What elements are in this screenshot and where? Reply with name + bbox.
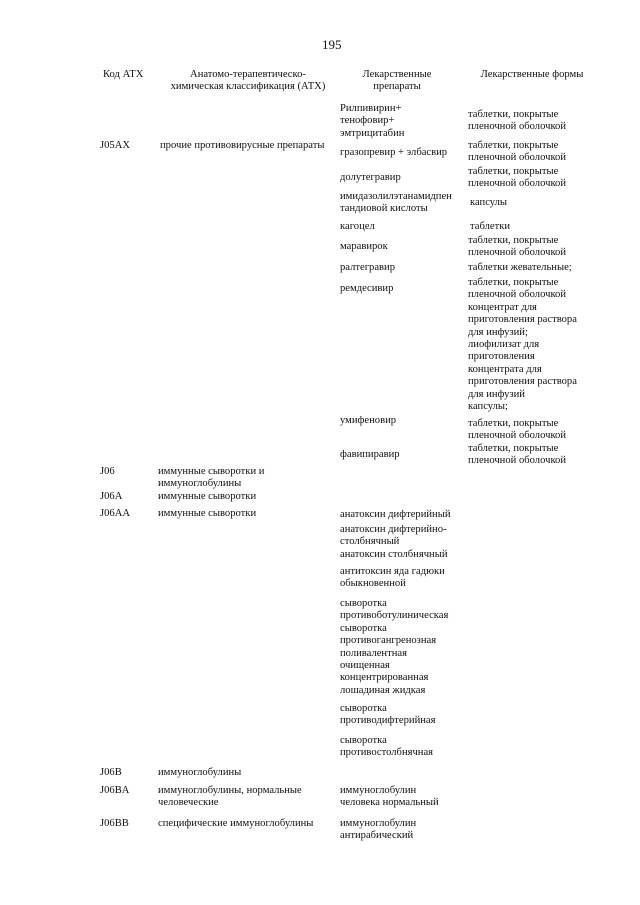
header-drugs: Лекарственные препараты xyxy=(362,69,432,93)
atc-classification: прочие противовирусные препараты xyxy=(160,140,325,151)
drug-name: кагоцел xyxy=(340,221,375,232)
atc-code: J06BB xyxy=(100,818,129,829)
dosage-form: таблетки жевательные; xyxy=(468,262,572,273)
drug-name: иммуноглобулин человека нормальный xyxy=(340,785,439,809)
dosage-form: таблетки, покрытые пленочной оболочкой xyxy=(468,235,567,259)
atc-classification: специфические иммуноглобулины xyxy=(158,818,314,829)
drug-name: маравирок xyxy=(340,241,388,252)
dosage-form: таблетки, покрытые пленочной оболочкой xyxy=(468,109,567,133)
drug-name: имидазолилэтанамидпен тандиовой кислоты xyxy=(340,191,452,215)
atc-code: J06B xyxy=(100,767,122,778)
header-code: Код АТХ xyxy=(103,69,144,80)
atc-classification: иммунные сыворотки и иммуноглобулины xyxy=(158,466,265,490)
atc-code: J06 xyxy=(100,466,115,477)
atc-classification: иммуноглобулины, нормальные человеческие xyxy=(158,785,302,809)
atc-code: J06BA xyxy=(100,785,130,796)
dosage-form: таблетки, покрытые пленочной оболочкой концентрат для приготовления раствора для инфузий; лиофилизат для приготовления концентрата для приготовления раствора для инфузий капсулы; xyxy=(468,277,577,413)
drug-name: анатоксин дифтерийный xyxy=(340,509,451,520)
drug-name: сыворотка противоботулиническая сыворотка противогангренозная поливалентная очищенная концентрированная лошадиная жидкая xyxy=(340,598,449,696)
page-number: 195 xyxy=(322,37,342,52)
drug-name: умифеновир xyxy=(340,415,397,426)
atc-code: J06A xyxy=(100,491,123,502)
header-classification: Анатомо-терапевтическо- химическая классификация (АТХ) xyxy=(170,69,326,93)
dosage-form: таблетки, покрытые пленочной оболочкой xyxy=(468,443,567,467)
drug-name: гразопревир + элбасвир xyxy=(340,147,448,158)
drug-name: ремдесивир xyxy=(340,283,394,294)
drug-name: долутегравир xyxy=(340,172,401,183)
drug-name: анатоксин дифтерийно- столбнячный анатоксин столбнячный xyxy=(340,524,448,560)
atc-classification: иммунные сыворотки xyxy=(158,491,257,502)
drug-name: сыворотка противостолбнячная xyxy=(340,735,434,759)
drug-name: фавипиравир xyxy=(340,449,400,460)
drug-name: иммуноглобулин антирабический xyxy=(340,818,417,842)
dosage-form: таблетки xyxy=(470,221,511,232)
atc-classification: иммунные сыворотки xyxy=(158,508,257,519)
atc-classification: иммуноглобулины xyxy=(158,767,242,778)
drug-name: Рилпивирин+ тенофовир+ эмтрицитабин xyxy=(340,103,405,139)
drug-name: антитоксин яда гадюки обыкновенной xyxy=(340,566,445,590)
drug-name: ралтегравир xyxy=(340,262,396,273)
atc-code: J06AA xyxy=(100,508,131,519)
dosage-form: таблетки, покрытые пленочной оболочкой xyxy=(468,418,567,442)
drug-name: сыворотка противодифтерийная xyxy=(340,703,436,727)
dosage-form: капсулы xyxy=(470,197,508,208)
dosage-form: таблетки, покрытые пленочной оболочкой xyxy=(468,166,567,190)
dosage-form: таблетки, покрытые пленочной оболочкой xyxy=(468,140,567,164)
atc-code: J05AX xyxy=(100,140,131,151)
header-forms: Лекарственные формы xyxy=(480,69,584,80)
